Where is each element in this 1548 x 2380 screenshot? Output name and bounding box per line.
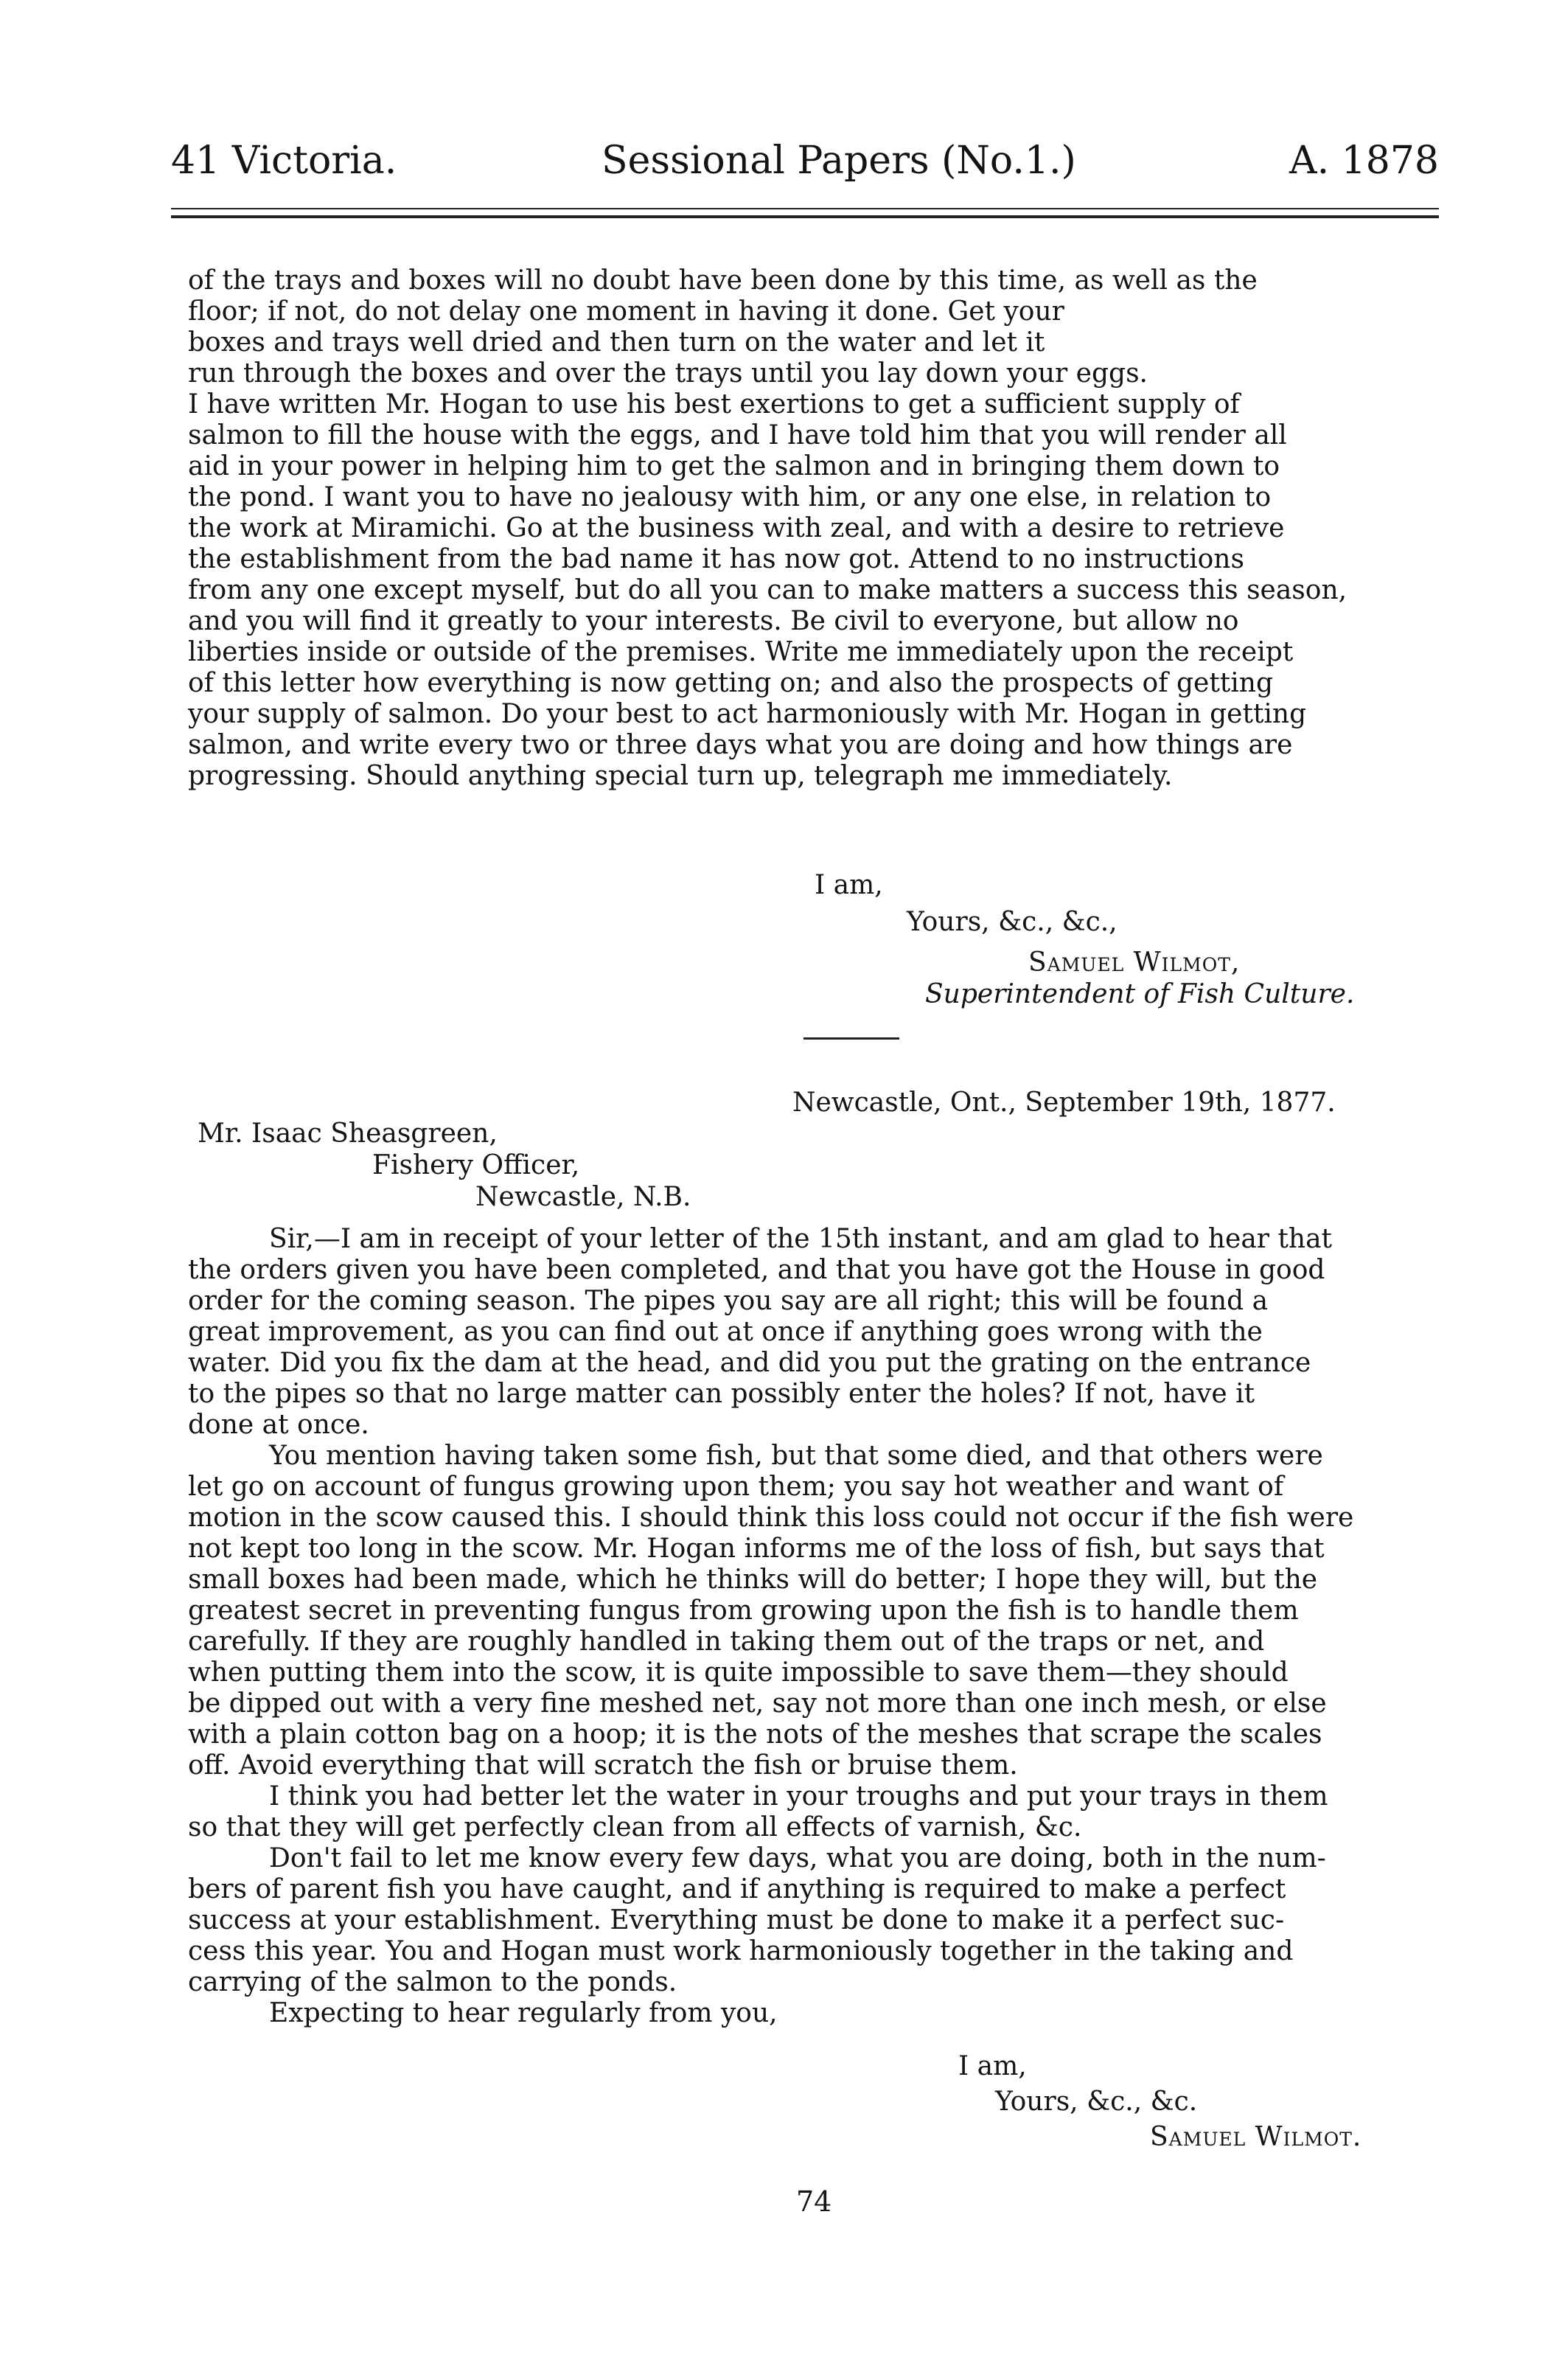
text-line: Sir,—I am in receipt of your letter of the 15th instant, and am glad to hear that — [269, 1224, 1333, 1254]
header-volume: 41 Victoria. — [171, 139, 397, 183]
text-line: done at once. — [188, 1410, 369, 1440]
text-line: let go on account of fungus growing upon them; you say hot weather and want of — [188, 1472, 1284, 1502]
text-line: great improvement, as you can find out at once if anything goes wrong with the — [188, 1317, 1263, 1347]
text-line: Don't fail to let me know every few days, what you are doing, both in the num- — [269, 1843, 1326, 1873]
text-line: when putting them into the scow, it is quite impossible to save them—they should — [188, 1657, 1289, 1688]
text-line: run through the boxes and over the trays until you lay down your eggs. — [188, 358, 1148, 389]
text-line: I have written Mr. Hogan to use his best exertions to get a sufficient supply of — [188, 389, 1240, 420]
text-line: off. Avoid everything that will scratch the fish or bruise them. — [188, 1750, 1018, 1781]
letter2-addressee: Mr. Isaac Sheasgreen, — [198, 1118, 498, 1149]
text-line: bers of parent fish you have caught, and if anything is required to make a perfect — [188, 1874, 1286, 1904]
text-line: liberties inside or outside of the premises. Write me immediately upon the receipt — [188, 637, 1294, 667]
text-line: from any one except myself, but do all you can to make matters a success this season, — [188, 575, 1347, 605]
text-line: I think you had better let the water in your troughs and put your trays in them — [269, 1781, 1328, 1812]
text-line: cess this year. You and Hogan must work harmoniously together in the taking and — [188, 1936, 1294, 1966]
text-line: the establishment from the bad name it has now got. Attend to no instructions — [188, 544, 1244, 574]
letter1-closing: I am, — [815, 870, 883, 900]
page-number: 74 — [796, 2185, 832, 2218]
letter2-closing: I am, — [958, 2051, 1027, 2081]
text-line: water. Did you fix the dam at the head, and did you put the grating on the entrance — [188, 1348, 1311, 1378]
section-divider — [803, 1037, 899, 1040]
text-line: carrying of the salmon to the ponds. — [188, 1967, 677, 1997]
text-line: the pond. I want you to have no jealousy with him, or any one else, in relation to — [188, 482, 1272, 512]
letter2-dateline: Newcastle, Ont., September 19th, 1877. — [792, 1088, 1336, 1118]
letter2-address-line: Newcastle, N.B. — [475, 1182, 691, 1212]
text-line: Expecting to hear regularly from you, — [269, 1998, 778, 2028]
text-line: so that they will get perfectly clean from all effects of varnish, &c. — [188, 1812, 1082, 1843]
text-line: to the pipes so that no large matter can possibly enter the holes? If not, have it — [188, 1379, 1255, 1409]
letter1-body — [188, 265, 1434, 792]
text-line: greatest secret in preventing fungus from growing upon the fish is to handle them — [188, 1596, 1299, 1626]
letter1-signature: Samuel Wilmot, — [1028, 947, 1241, 978]
letter2-body — [188, 1224, 1434, 2029]
text-line: not kept too long in the scow. Mr. Hogan informs me of the loss of fish, but says that — [188, 1534, 1325, 1564]
header-rule-thin — [171, 208, 1439, 209]
page-header — [171, 139, 1439, 190]
letter1-complimentary-close: Yours, &c., &c., — [907, 907, 1118, 937]
text-line: success at your establishment. Everything must be done to make it a perfect suc- — [188, 1905, 1285, 1935]
text-line: progressing. Should anything special turn up, telegraph me immediately. — [188, 761, 1173, 791]
text-line: You mention having taken some fish, but that some died, and that others were — [269, 1441, 1323, 1471]
letter2-address-line: Fishery Officer, — [372, 1150, 580, 1180]
text-line: boxes and trays well dried and then turn on the water and let it — [188, 327, 1045, 358]
text-line: salmon to fill the house with the eggs, and I have told him that you will render all — [188, 420, 1287, 450]
text-line: order for the coming season. The pipes you say are all right; this will be found a — [188, 1286, 1269, 1316]
letter1-signatory-title: Superintendent of Fish Culture. — [925, 979, 1355, 1009]
text-line: of the trays and boxes will no doubt have been done by this time, as well as the — [188, 265, 1258, 296]
header-rule-thick — [171, 215, 1439, 218]
text-line: with a plain cotton bag on a hoop; it is the nots of the meshes that scrape the scales — [188, 1719, 1322, 1750]
text-line: your supply of salmon. Do your best to act harmoniously with Mr. Hogan in getting — [188, 699, 1307, 729]
header-year: A. 1878 — [1289, 139, 1439, 183]
letter2-signature: Samuel Wilmot. — [1150, 2122, 1362, 2152]
text-line: the orders given you have been completed, and that you have got the House in good — [188, 1255, 1325, 1285]
text-line: and you will find it greatly to your interests. Be civil to everyone, but allow no — [188, 606, 1239, 636]
text-line: of this letter how everything is now getting on; and also the prospects of getting — [188, 668, 1274, 698]
text-line: carefully. If they are roughly handled in taking them out of the traps or net, and — [188, 1626, 1265, 1657]
text-line: be dipped out with a very fine meshed net, say not more than one inch mesh, or else — [188, 1688, 1327, 1719]
header-title: Sessional Papers (No.1.) — [602, 139, 1076, 183]
text-line: small boxes had been made, which he thinks will do better; I hope they will, but the — [188, 1565, 1318, 1595]
text-line: motion in the scow caused this. I should think this loss could not occur if the fish were — [188, 1503, 1354, 1533]
text-line: the work at Miramichi. Go at the business with zeal, and with a desire to retrieve — [188, 513, 1285, 543]
text-line: salmon, and write every two or three days what you are doing and how things are — [188, 730, 1293, 760]
letter2-complimentary-close: Yours, &c., &c. — [995, 2087, 1198, 2117]
text-line: aid in your power in helping him to get the salmon and in bringing them down to — [188, 451, 1280, 481]
text-line: floor; if not, do not delay one moment in having it done. Get your — [188, 296, 1064, 327]
